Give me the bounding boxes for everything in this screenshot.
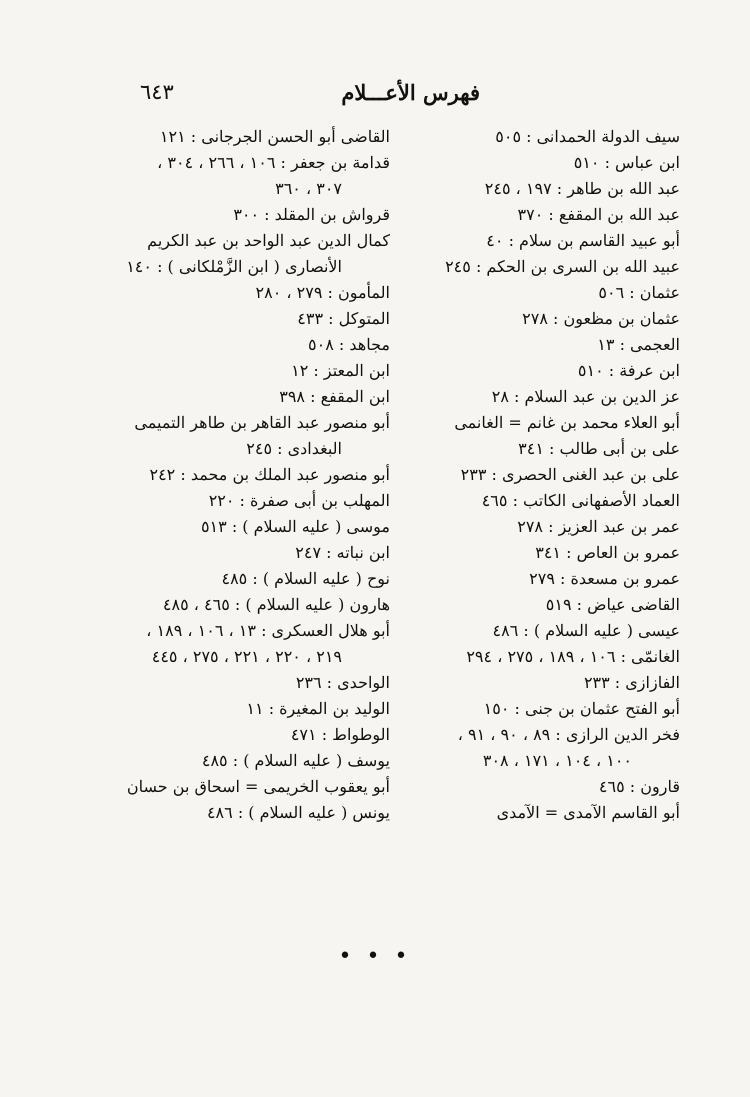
index-entry-continuation: ٣٠٧ ، ٣٦٠ (275, 179, 342, 198)
index-entry-continuation: الأنصارى ( ابن الزَّمْلكانى ) : ١٤٠ (126, 257, 342, 276)
index-entry: يونس ( عليه السلام ) : ٤٨٦ (206, 803, 390, 822)
index-entry: سيف الدولة الحمدانى : ٥٠٥ (495, 127, 680, 146)
index-entry: الغانمّى : ١٠٦ ، ١٨٩ ، ٢٧٥ ، ٢٩٤ (466, 647, 680, 666)
index-entry: أبو منصور عبد القاهر بن طاهر التميمى (134, 413, 390, 432)
index-entry: العجمى : ١٣ (597, 335, 680, 354)
index-entry: عيسى ( عليه السلام ) : ٤٨٦ (492, 621, 680, 640)
index-entry: ابن نباته : ٢٤٧ (295, 543, 390, 562)
index-entry: المهلب بن أبى صفرة : ٢٢٠ (208, 491, 390, 510)
index-entry: الفازازى : ٢٣٣ (583, 673, 680, 692)
index-entry: مجاهد : ٥٠٨ (308, 335, 390, 354)
index-entry: نوح ( عليه السلام ) : ٤٨٥ (221, 569, 390, 588)
index-entry: عثمان : ٥٠٦ (598, 283, 680, 302)
index-entry: أبو عبيد القاسم بن سلام : ٤٠ (486, 231, 680, 250)
index-entry: القاضى عياض : ٥١٩ (545, 595, 680, 614)
end-ornament: • • • (338, 944, 412, 969)
index-entry: الوطواط : ٤٧١ (290, 725, 390, 744)
index-entry: أبو الفتح عثمان بن جنى : ١٥٠ (483, 699, 680, 718)
index-entry: المأمون : ٢٧٩ ، ٢٨٠ (255, 283, 390, 302)
index-column-left (128, 124, 390, 826)
index-entry-continuation: ٢١٩ ، ٢٢٠ ، ٢٢١ ، ٢٧٥ ، ٤٤٥ (151, 647, 342, 666)
index-entry: قرواش بن المقلد : ٣٠٠ (233, 205, 390, 224)
index-entry: عبيد الله بن السرى بن الحكم : ٢٤٥ (445, 257, 680, 276)
index-entry: قارون : ٤٦٥ (598, 777, 680, 796)
index-entry: عز الدين بن عبد السلام : ٢٨ (491, 387, 680, 406)
index-entry: على بن أبى طالب : ٣٤١ (518, 439, 680, 458)
index-entry: أبو منصور عبد الملك بن محمد : ٢٤٢ (149, 465, 390, 484)
index-entry: ابن عباس : ٥١٠ (573, 153, 680, 172)
page-header (140, 80, 480, 112)
index-entry: الوليد بن المغيرة : ١١ (246, 699, 390, 718)
index-entry: على بن عبد الغنى الحصرى : ٢٣٣ (460, 465, 680, 484)
index-entry: عمرو بن العاص : ٣٤١ (535, 543, 680, 562)
page-number: ٦٤٣ (140, 80, 174, 104)
index-entry-continuation: البغدادى : ٢٤٥ (246, 439, 342, 458)
index-entry: أبو العلاء محمد بن غانم = الغانمى (454, 413, 680, 432)
index-entry: أبو القاسم الآمدى = الآمدى (496, 803, 680, 822)
index-entry: كمال الدين عبد الواحد بن عبد الكريم (147, 231, 390, 250)
index-entry: عبد الله بن المقفع : ٣٧٠ (517, 205, 680, 224)
index-entry: القاضى أبو الحسن الجرجانى : ١٢١ (159, 127, 390, 146)
index-column-right (362, 124, 680, 826)
index-entry: عبد الله بن طاهر : ١٩٧ ، ٢٤٥ (484, 179, 680, 198)
index-entry: المتوكل : ٤٣٣ (297, 309, 390, 328)
index-entry: عمرو بن مسعدة : ٢٧٩ (529, 569, 680, 588)
index-entry: موسى ( عليه السلام ) : ٥١٣ (200, 517, 390, 536)
index-entry: أبو يعقوب الخريمى = اسحاق بن حسان (126, 777, 390, 796)
index-entry: ابن المقفع : ٣٩٨ (279, 387, 390, 406)
index-entry: الواحدى : ٢٣٦ (295, 673, 390, 692)
index-entry: عمر بن عبد العزيز : ٢٧٨ (517, 517, 680, 536)
index-entry: عثمان بن مظعون : ٢٧٨ (522, 309, 680, 328)
index-entry: يوسف ( عليه السلام ) : ٤٨٥ (201, 751, 390, 770)
index-entry: أبو هلال العسكرى : ١٣ ، ١٠٦ ، ١٨٩ ، (146, 621, 390, 640)
index-entry: ابن المعتز : ١٢ (291, 361, 390, 380)
index-entry: هارون ( عليه السلام ) : ٤٦٥ ، ٤٨٥ (162, 595, 390, 614)
running-title: فهرس الأعـــلام (341, 80, 480, 105)
index-entry-continuation: ١٠٠ ، ١٠٤ ، ١٧١ ، ٣٠٨ (482, 751, 632, 770)
index-entry: ابن عرفة : ٥١٠ (577, 361, 680, 380)
index-entry: العماد الأصفهانى الكاتب : ٤٦٥ (481, 491, 680, 510)
index-entry: قدامة بن جعفر : ١٠٦ ، ٢٦٦ ، ٣٠٤ ، (157, 153, 390, 172)
index-entry: فخر الدين الرازى : ٨٩ ، ٩٠ ، ٩١ ، (457, 725, 680, 744)
